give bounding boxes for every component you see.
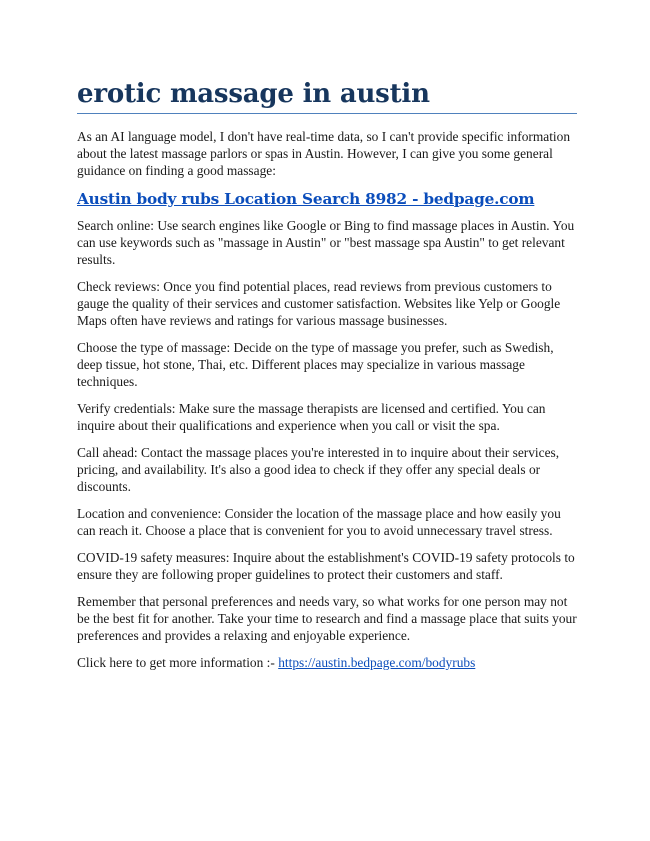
footer-prefix: Click here to get more information :-	[77, 655, 279, 670]
paragraph-search-online: Search online: Use search engines like Google or Bing to find massage places in Austin. You can use keywords such as "massage in Austin" or "best massage spa Austin" to get relevant results.	[77, 218, 575, 267]
intro-paragraph: As an AI language model, I don't have real-time data, so I can't provide specific information about the latest massage parlors or spas in Austin. However, I can give you some general guidance on finding a good massage:	[77, 129, 571, 178]
paragraph-covid-safety: COVID-19 safety measures: Inquire about the establishment's COVID-19 safety protocols to ensure they are following proper guidelines to protect their customers and staff.	[77, 550, 575, 582]
heading-link[interactable]: Austin body rubs Location Search 8982 - bedpage.com	[77, 190, 535, 208]
paragraph-massage-type: Choose the type of massage: Decide on the type of massage you prefer, such as Swedish, deep tissue, hot stone, Thai, etc. Different places may specialize in various massage techniques.	[77, 340, 554, 389]
page-title: erotic massage in austin	[77, 79, 430, 109]
paragraph-call-ahead: Call ahead: Contact the massage places you're interested in to inquire about their services, pricing, and availability. It's also a good idea to check if they offer any special deals or discounts.	[77, 445, 560, 494]
paragraph-verify-credentials: Verify credentials: Make sure the massage therapists are licensed and certified. You can inquire about their qualifications and experience when you call or visit the spa.	[77, 401, 546, 433]
footer-link[interactable]: https://austin.bedpage.com/bodyrubs	[278, 655, 476, 670]
paragraph-location: Location and convenience: Consider the location of the massage place and how easily you can reach it. Choose a place that is convenient for you to avoid unnecessary travel stress.	[77, 506, 561, 538]
document-body	[77, 128, 577, 681]
paragraph-remember: Remember that personal preferences and needs vary, so what works for one person may not be the best fit for another. Take your time to research and find a massage place that suits your preferences and provides a relaxing and enjoyable experience.	[77, 594, 577, 643]
paragraph-check-reviews: Check reviews: Once you find potential places, read reviews from previous customers to gauge the quality of their services and customer satisfaction. Websites like Yelp or Google Maps often have reviews and ratings for various massage businesses.	[77, 279, 561, 328]
title-divider	[77, 113, 577, 114]
footer-line	[77, 654, 577, 671]
